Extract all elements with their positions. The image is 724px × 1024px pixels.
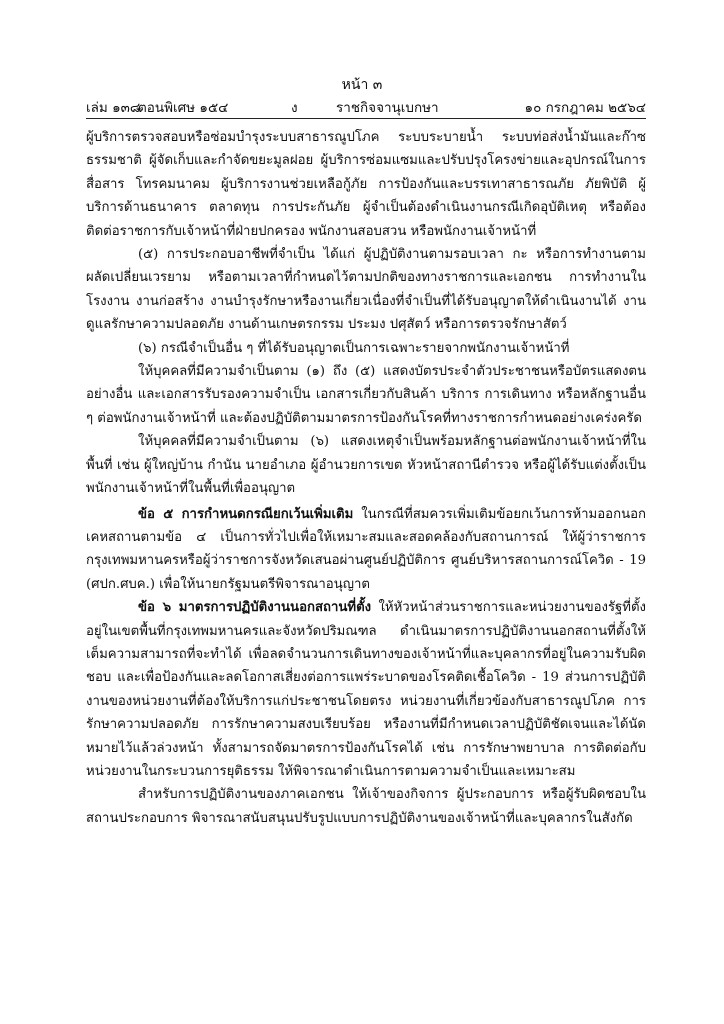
paragraph-private-sector: สำหรับการปฏิบัติงานของภาคเอกชน ให้เจ้าของกิจการ ผู้ประกอบการ หรือผู้รับผิดชอบในสถานประกอบการ พิจารณาสนับสนุนปรับรูปแบบการปฏิบัติงานของเจ้าหน้าที่และบุคลากรในสังกัด — [86, 787, 646, 826]
header-gazette-name: ราชกิจจานุเบกษา — [336, 100, 439, 116]
header-date: ๑๐ กรกฎาคม ๒๕๖๔ — [524, 100, 646, 116]
clause-6-heading: ข้อ ๖ มาตรการปฏิบัติงานนอกสถานที่ตั้ง — [138, 600, 372, 616]
page-number: หน้า ๓ — [341, 77, 383, 93]
paragraph-item-5: (๕) การประกอบอาชีพที่จำเป็น ได้แก่ ผู้ปฏิบัติงานตามรอบเวลา กะ หรือการทำงานตามผลัดเปลี่ยนเวรยาม หรือตามเวลาที่กำหนดไว้ตามปกติของทางราชการและเอกชน การทำงานในโรงงาน งานก่อสร้าง งานบำรุงรักษาหรืองานเกี่ยวเนื่องที่จำเป็นที่ได้รับอนุญาตให้ดำเนินงานได้ งานดูแลรักษาความปลอดภัย งานด้านเกษตรกรรม ประมง ปศุสัตว์ หรือการตรวจรักษาสัตว์ — [86, 247, 646, 333]
header-volume: เล่ม ๑๓๘ — [86, 100, 141, 116]
paragraph-item-6: (๖) กรณีจำเป็นอื่น ๆ ที่ได้รับอนุญาตเป็นการเฉพาะรายจากพนักงานเจ้าหน้าที่ — [138, 340, 570, 356]
clause-5-text: ในกรณีที่สมควรเพิ่มเติมข้อยกเว้นการห้ามออกนอกเคหสถานตามข้อ ๔ เป็นการทั่วไปเพื่อให้เหมาะสมและสอดคล้องกับสถานการณ์ ให้ผู้ว่าราชการกรุงเทพมหานครหรือผู้ว่าราชการจังหวัดเสนอผ่านศูนย์ปฏิบัติการ ศูนย์บริหารสถานการณ์โควิด - 19 (ศปก.ศบค.) เพื่อให้นายกรัฐมนตรีพิจารณาอนุญาต — [86, 506, 646, 592]
clause-6-text: ให้หัวหน้าส่วนราชการและหน่วยงานของรัฐที่ตั้งอยู่ในเขตพื้นที่กรุงเทพมหานครและจังหวัดปริมณฑล ดำเนินมาตรการปฏิบัติงานนอกสถานที่ตั้งให้เต็มความสามารถที่จะทำได้ เพื่อลดจำนวนการเดินทางของเจ้าหน้าที่และบุคลากรที่อยู่ในความรับผิดชอบ และเพื่อป้องกันและลดโอกาสเสี่ยงต่อการแพร่ระบาดของโรคติดเชื้อโควิด - 19 ส่วนการปฏิบัติงานของหน่วยงานที่ต้องให้บริการแก่ประชาชนโดยตรง หน่วยงานที่เกี่ยวข้องกับสาธารณูปโภค การรักษาความปลอดภัย การรักษาความสงบเรียบร้อย หรืองานที่มีกำหนดเวลาปฏิบัติชัดเจนและได้นัดหมายไว้แล้วล่วงหน้า ทั้งสามารถจัดมาตรการป้องกันโรคได้ เช่น การรักษาพยาบาล การติดต่อกับหน่วยงานในกระบวนการยุติธรรม ให้พิจารณาดำเนินการตามความจำเป็นและเหมาะสม — [86, 600, 646, 779]
gazette-header — [86, 96, 646, 116]
clause-6 — [86, 596, 646, 783]
header-divider — [86, 118, 646, 119]
clause-5 — [86, 503, 646, 597]
document-body — [86, 126, 646, 830]
paragraph-item-6-evidence: ให้บุคคลที่มีความจำเป็นตาม (๖) แสดงเหตุจำเป็นพร้อมหลักฐานต่อพนักงานเจ้าหน้าที่ในพื้นที่ เช่น ผู้ใหญ่บ้าน กำนัน นายอำเภอ ผู้อำนวยการเขต หัวหน้าสถานีตำรวจ หรือผู้ได้รับแต่งตั้งเป็นพนักงานเจ้าหน้าที่ในพื้นที่เพื่ออนุญาต — [86, 434, 646, 497]
paragraph-id-requirement: ให้บุคคลที่มีความจำเป็นตาม (๑) ถึง (๕) แสดงบัตรประจำตัวประชาชนหรือบัตรแสดงตนอย่างอื่น และเอกสารรับรองความจำเป็น เอกสารเกี่ยวกับสินค้า บริการ การเดินทาง หรือหลักฐานอื่น ๆ ต่อพนักงานเจ้าหน้าที่ และต้องปฏิบัติตามมาตรการป้องกันโรคที่ทางราชการกำหนดอย่างเคร่งครัด — [86, 364, 646, 426]
header-issue: ตอนพิเศษ ๑๕๔ — [138, 100, 229, 116]
paragraph-continuation: ผู้บริการตรวจสอบหรือซ่อมบำรุงระบบสาธารณูปโภค ระบบระบายน้ำ ระบบท่อส่งน้ำมันและก๊าซธรรมชาติ ผู้จัดเก็บและกำจัดขยะมูลฝอย ผู้บริการซ่อมแซมและปรับปรุงโครงข่ายและอุปกรณ์ในการสื่อสาร โทรคมนาคม ผู้บริการงานช่วยเหลือกู้ภัย การป้องกันและบรรเทาสาธารณภัย ภัยพิบัติ ผู้บริการด้านธนาคาร ตลาดทุน การประกันภัย ผู้จำเป็นต้องดำเนินงานกรณีเกิดอุบัติเหตุ หรือต้องติดต่อราชการกับเจ้าหน้าที่ฝ่ายปกครอง พนักงานสอบสวน หรือพนักงานเจ้าหน้าที่ — [86, 130, 646, 239]
header-section: ง — [291, 100, 298, 116]
clause-5-heading: ข้อ ๕ การกำหนดกรณียกเว้นเพิ่มเติม — [138, 506, 354, 522]
